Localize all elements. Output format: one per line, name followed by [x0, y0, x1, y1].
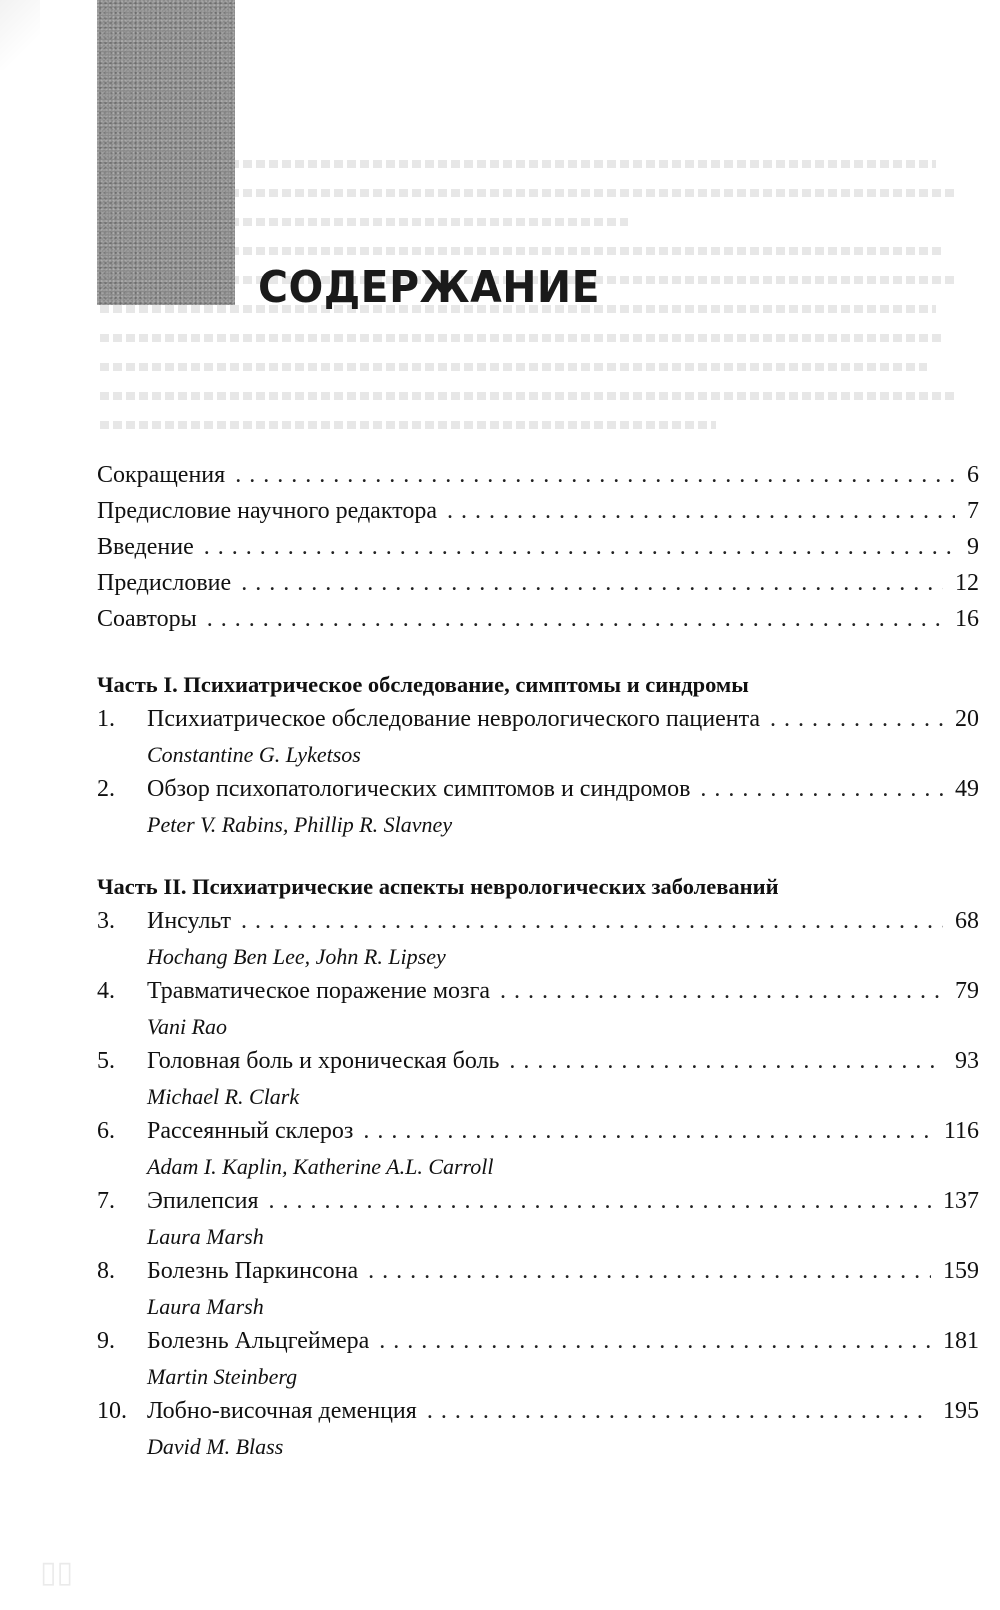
toc-page-number: 137 [943, 1188, 979, 1214]
toc-entry-label: Предисловие [97, 570, 232, 596]
toc-page-number: 12 [955, 570, 979, 596]
part-heading: Часть II. Психиатрические аспекты неврологических заболеваний [97, 874, 779, 899]
chapter-title: Рассеянный склероз [147, 1118, 354, 1144]
toc-page-number: 79 [955, 978, 979, 1004]
toc-chapter [97, 908, 979, 942]
chapter-author: Michael R. Clark [147, 1084, 300, 1109]
chapter-number: 6. [97, 1118, 115, 1144]
chapter-author: Constantine G. Lyketsos [147, 742, 361, 767]
chapter-number: 7. [97, 1188, 115, 1214]
toc-chapter [97, 776, 979, 810]
page-title: СОДЕРЖАНИЕ [258, 262, 601, 313]
toc-chapter [97, 1188, 979, 1222]
toc-entry-preface [97, 570, 979, 604]
page-corner-shadow [0, 0, 40, 70]
chapter-number: 2. [97, 776, 115, 802]
dot-leader [269, 1188, 931, 1215]
toc-page-number: 49 [955, 776, 979, 802]
chapter-author: Martin Steinberg [147, 1364, 298, 1389]
chapter-title: Эпилепсия [147, 1188, 259, 1214]
toc-entry-label: Введение [97, 534, 194, 560]
toc-page-number: 93 [955, 1048, 979, 1074]
chapter-author: Laura Marsh [147, 1224, 264, 1249]
chapter-number: 9. [97, 1328, 115, 1354]
chapter-number: 5. [97, 1048, 115, 1074]
toc-page-number: 181 [943, 1328, 979, 1354]
chapter-title: Болезнь Альцгеймера [147, 1328, 370, 1354]
dot-leader [700, 776, 943, 803]
dot-leader [363, 1118, 932, 1145]
toc-page-number: 159 [943, 1258, 979, 1284]
chapter-author: Hochang Ben Lee, John R. Lipsey [147, 944, 446, 969]
chapter-number: 8. [97, 1258, 115, 1284]
chapter-author: Laura Marsh [147, 1294, 264, 1319]
dot-leader [241, 908, 943, 935]
chapter-author: Peter V. Rabins, Phillip R. Slavney [147, 812, 453, 837]
toc-entry-label: Предисловие научного редактора [97, 498, 437, 524]
dot-leader [379, 1328, 931, 1355]
toc-page-number: 16 [955, 606, 979, 632]
dot-leader [235, 462, 955, 489]
chapter-title: Инсульт [147, 908, 231, 934]
chapter-title: Травматическое поражение мозга [147, 978, 490, 1004]
toc-entry-editor-preface [97, 498, 979, 532]
chapter-number: 1. [97, 706, 115, 732]
part-heading: Часть I. Психиатрическое обследование, симптомы и синдромы [97, 672, 749, 697]
chapter-author: David M. Blass [147, 1434, 284, 1459]
chapter-title: Болезнь Паркинсона [147, 1258, 359, 1284]
dot-leader [207, 606, 943, 633]
chapter-author: Vani Rao [147, 1014, 228, 1039]
toc-chapter [97, 706, 979, 740]
chapter-author: Adam I. Kaplin, Katherine A.L. Carroll [147, 1154, 494, 1179]
dot-leader [204, 534, 955, 561]
toc-chapter [97, 1258, 979, 1292]
dot-leader [770, 706, 943, 733]
toc-entry-label: Сокращения [97, 462, 226, 488]
toc-entry-label: Соавторы [97, 606, 197, 632]
toc-page-number: 9 [967, 534, 979, 560]
toc-chapter [97, 1328, 979, 1362]
chapter-title: Лобно-височная деменция [147, 1398, 417, 1424]
chapter-title: Обзор психопатологических симптомов и синдромов [147, 776, 691, 802]
toc-page-number: 68 [955, 908, 979, 934]
toc-entry-coauthors [97, 606, 979, 640]
bleed-through-page-number: ▯▯ [40, 1556, 74, 1589]
toc-entry-introduction [97, 534, 979, 568]
toc-page-number: 20 [955, 706, 979, 732]
toc-page-number: 7 [967, 498, 979, 524]
chapter-number: 10. [97, 1398, 127, 1424]
toc-page-number: 6 [967, 462, 979, 488]
chapter-title: Психиатрическое обследование неврологического пациента [147, 706, 761, 732]
dot-leader [241, 570, 943, 597]
toc-page-number: 195 [943, 1398, 979, 1424]
dot-leader [509, 1048, 943, 1075]
decorative-gray-block [97, 0, 235, 305]
dot-leader [427, 1398, 931, 1425]
toc-entry-abbreviations [97, 462, 979, 496]
dot-leader [447, 498, 955, 525]
toc-chapter [97, 1398, 979, 1432]
toc-chapter [97, 1048, 979, 1082]
chapter-number: 4. [97, 978, 115, 1004]
chapter-number: 3. [97, 908, 115, 934]
toc-page-number: 116 [943, 1118, 979, 1144]
toc-chapter [97, 978, 979, 1012]
chapter-title: Головная боль и хроническая боль [147, 1048, 500, 1074]
dot-leader [368, 1258, 931, 1285]
dot-leader [500, 978, 943, 1005]
toc-chapter [97, 1118, 979, 1152]
